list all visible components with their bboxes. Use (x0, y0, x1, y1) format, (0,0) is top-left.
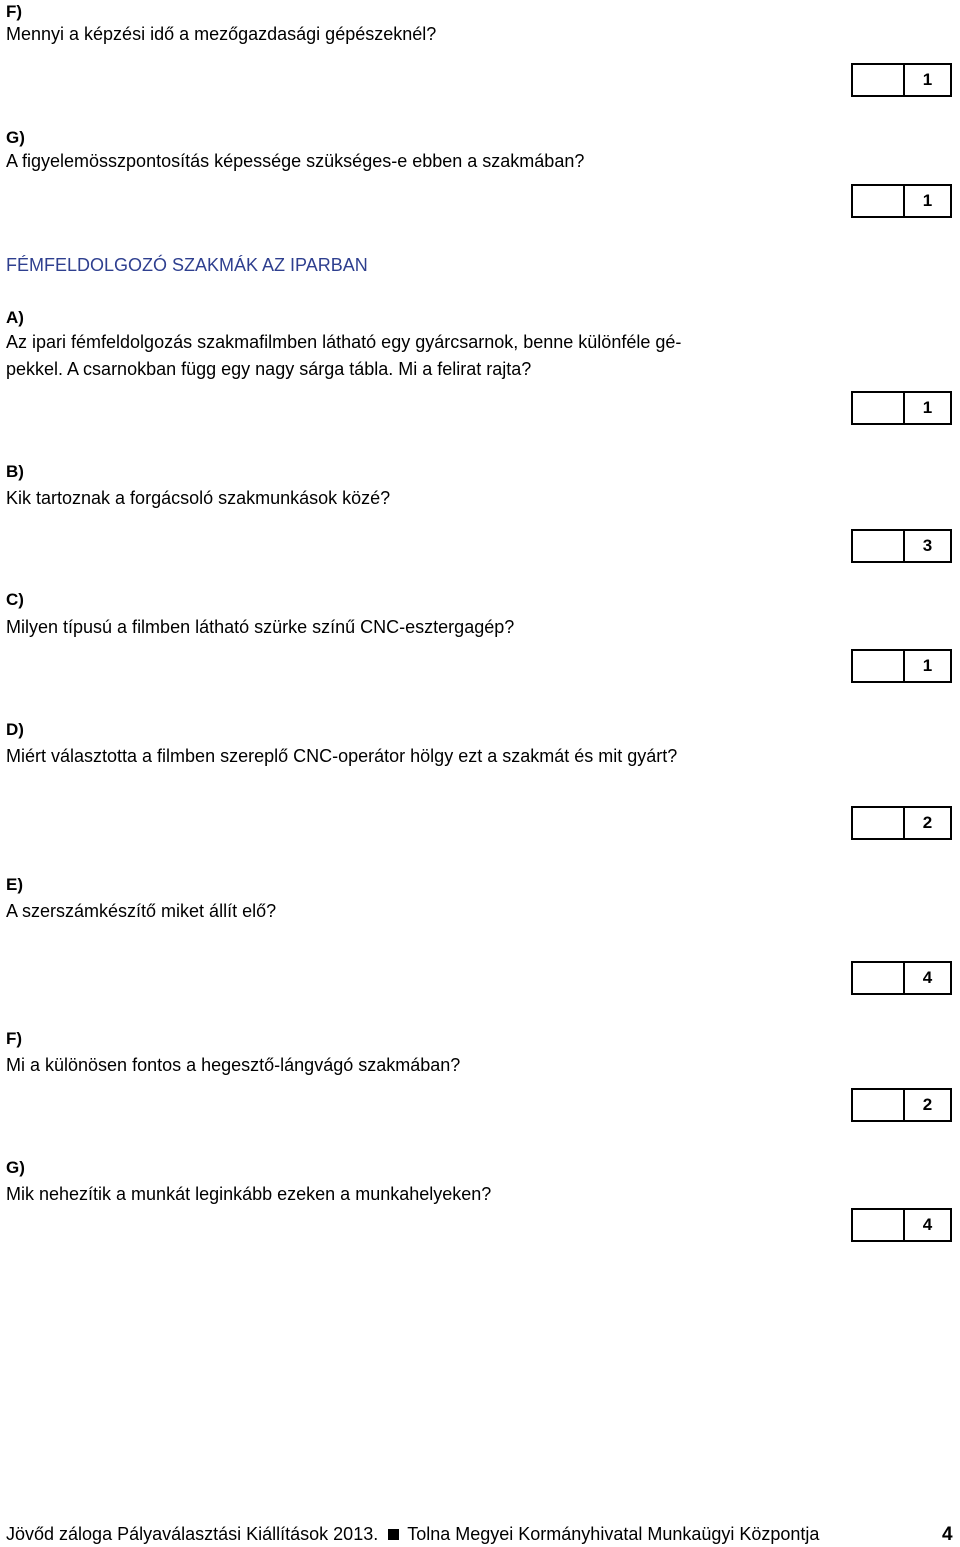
answer-line[interactable] (10, 988, 748, 994)
score-box (851, 1088, 952, 1122)
score-points: 3 (922, 536, 933, 555)
score-box (851, 1208, 952, 1242)
footer-right-text: Tolna Megyei Kormányhivatal Munkaügyi Központja (407, 1524, 820, 1544)
page-number: 4 (942, 1524, 953, 1545)
answer-line[interactable] (10, 961, 748, 967)
score-box (851, 63, 952, 97)
answer-line[interactable] (10, 804, 748, 810)
score-blank-cell[interactable] (853, 963, 905, 993)
question-label-e: E) (6, 875, 23, 894)
score-points: 1 (922, 656, 933, 675)
footer-left-text: Jövőd záloga Pályaválasztási Kiállítások 2013. (6, 1524, 379, 1544)
question-label-g2: G) (6, 1158, 25, 1177)
answer-line[interactable] (10, 549, 748, 555)
question-text-b: Kik tartoznak a forgácsoló szakmunkások közé? (6, 488, 391, 508)
question-text-c: Milyen típusú a filmben látható szürke színű CNC-esztergagép? (6, 617, 515, 637)
score-points: 1 (922, 70, 933, 89)
score-blank-cell[interactable] (853, 393, 905, 423)
question-label-f: F) (6, 2, 23, 21)
score-box (851, 961, 952, 995)
score-points: 2 (922, 1095, 933, 1114)
answer-line[interactable] (10, 678, 748, 684)
score-points: 1 (922, 191, 933, 210)
question-text-e: A szerszámkészítő miket állít elő? (6, 901, 277, 921)
score-points: 1 (922, 398, 933, 417)
square-bullet-icon (388, 1529, 399, 1540)
question-label-a: A) (6, 308, 24, 327)
score-blank-cell[interactable] (853, 808, 905, 838)
question-text-g: A figyelemösszpontosítás képessége szükséges-e ebben a szakmában? (6, 151, 585, 171)
page-footer (6, 1524, 819, 1545)
score-box (851, 649, 952, 683)
question-label-c: C) (6, 590, 24, 609)
score-box (851, 529, 952, 563)
question-text-d: Miért választotta a filmben szereplő CNC-operátor hölgy ezt a szakmát és mit gyárt? (6, 746, 678, 766)
answer-line[interactable] (10, 1245, 748, 1251)
answer-line[interactable] (10, 213, 748, 219)
answer-line[interactable] (10, 832, 748, 838)
question-label-g: G) (6, 128, 25, 147)
score-blank-cell[interactable] (853, 1090, 905, 1120)
question-label-f2: F) (6, 1029, 23, 1048)
score-box (851, 184, 952, 218)
score-box (851, 806, 952, 840)
score-blank-cell[interactable] (853, 65, 905, 95)
question-text-f: Mennyi a képzési idő a mezőgazdasági gépészeknél? (6, 24, 437, 44)
score-points: 4 (922, 968, 933, 987)
section-heading: FÉMFELDOLGOZÓ SZAKMÁK AZ IPARBAN (6, 255, 368, 275)
question-text-g2: Mik nehezítik a munkát leginkább ezeken a munkahelyeken? (6, 1184, 492, 1204)
answer-line[interactable] (10, 420, 748, 426)
score-box (851, 391, 952, 425)
question-text-a-line2: pekkel. A csarnokban függ egy nagy sárga tábla. Mi a felirat rajta? (6, 359, 532, 379)
score-blank-cell[interactable] (853, 531, 905, 561)
question-label-d: D) (6, 720, 24, 739)
score-blank-cell[interactable] (853, 651, 905, 681)
answer-line[interactable] (10, 86, 748, 92)
score-blank-cell[interactable] (853, 1210, 905, 1240)
score-blank-cell[interactable] (853, 186, 905, 216)
question-text-a-line1: Az ipari fémfeldolgozás szakmafilmben látható egy gyárcsarnok, benne különféle gé- (6, 332, 682, 352)
score-points: 2 (922, 813, 933, 832)
answer-line[interactable] (10, 1116, 748, 1122)
score-points: 4 (922, 1215, 933, 1234)
question-text-f2: Mi a különösen fontos a hegesztő-lángvágó szakmában? (6, 1055, 461, 1075)
question-label-b: B) (6, 462, 24, 481)
